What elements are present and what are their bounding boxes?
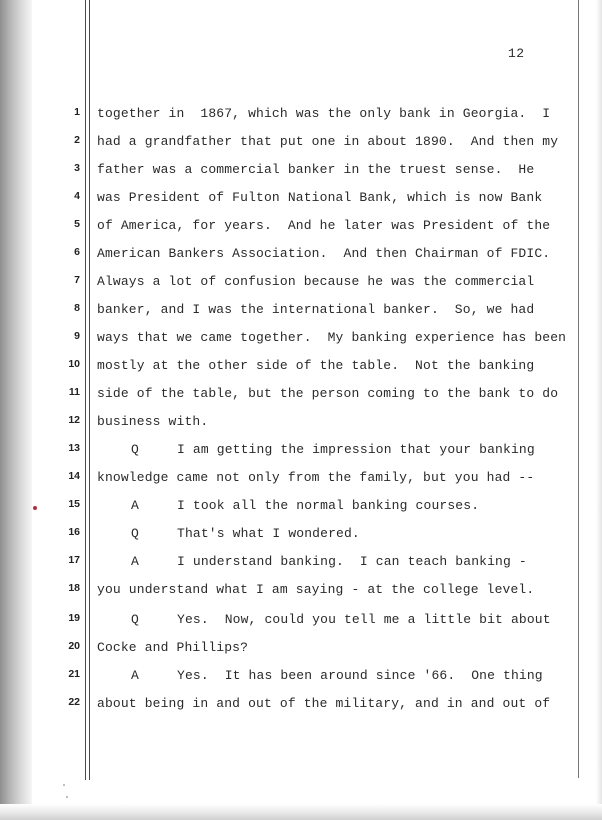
transcript-line	[131, 612, 551, 627]
line-number: 14	[68, 470, 80, 482]
line-number: 3	[74, 162, 80, 174]
line-text: about being in and out of the military, and in and out of	[97, 696, 551, 711]
speaker-label: A	[131, 554, 139, 569]
scan-speck	[63, 784, 65, 786]
scan-bottom-shadow	[0, 804, 602, 820]
left-margin-rule-inner	[89, 0, 90, 780]
speaker-label: Q	[131, 526, 139, 541]
line-number: 12	[68, 414, 80, 426]
line-text: banker, and I was the international banker. So, we had	[97, 302, 535, 317]
line-number: 9	[74, 330, 80, 342]
line-number: 13	[68, 442, 80, 454]
transcript-line	[131, 526, 360, 541]
transcript-line	[131, 554, 527, 569]
line-number: 6	[74, 246, 80, 258]
line-number: 17	[68, 554, 80, 566]
line-text: had a grandfather that put one in about 1890. And then my	[97, 134, 559, 149]
speaker-label: A	[131, 668, 139, 683]
transcript-line	[97, 162, 534, 177]
line-text: Yes. Now, could you tell me a little bit about	[177, 612, 551, 627]
transcript-line	[97, 582, 534, 597]
line-number: 10	[68, 358, 80, 370]
line-number: 15	[68, 498, 80, 510]
line-number: 2	[74, 134, 80, 146]
transcript-line	[97, 246, 550, 261]
scan-right-edge	[596, 0, 602, 820]
line-text: business with.	[97, 414, 209, 429]
transcript-line	[97, 330, 566, 345]
right-margin-rule	[578, 0, 579, 778]
transcript-line	[97, 274, 534, 289]
line-number: 8	[74, 302, 80, 314]
line-number: 7	[74, 274, 80, 286]
line-text: of America, for years. And he later was President of the	[97, 218, 551, 233]
line-text: together in 1867, which was the only bank in Georgia. I	[97, 106, 551, 121]
transcript-line	[97, 386, 558, 401]
line-number: 19	[68, 612, 80, 624]
transcript-line	[97, 218, 550, 233]
line-text: knowledge came not only from the family, but you had --	[97, 470, 535, 485]
line-number: 20	[68, 640, 80, 652]
line-number: 16	[68, 526, 80, 538]
transcript-line	[97, 414, 208, 429]
line-text: ways that we came together. My banking experience has been	[97, 330, 567, 345]
transcript-line	[131, 668, 543, 683]
line-text: was President of Fulton National Bank, which is now Bank	[97, 190, 543, 205]
line-number: 4	[74, 190, 80, 202]
scan-binding-shadow	[0, 0, 32, 820]
speaker-label: Q	[131, 612, 139, 627]
line-text: I understand banking. I can teach banking -	[177, 554, 527, 569]
line-text: Cocke and Phillips?	[97, 640, 249, 655]
transcript-line	[97, 640, 248, 655]
speaker-label: A	[131, 498, 139, 513]
transcript-line	[97, 134, 558, 149]
line-number: 21	[68, 668, 80, 680]
line-text: American Bankers Association. And then Chairman of FDIC.	[97, 246, 551, 261]
transcript-line	[131, 442, 535, 457]
transcript-line	[97, 302, 534, 317]
transcript-line	[97, 190, 542, 205]
transcript-line	[97, 106, 550, 121]
line-number: 11	[68, 386, 80, 398]
stray-ink-mark	[33, 506, 37, 510]
page-number: 12	[508, 46, 525, 61]
line-text: Always a lot of confusion because he was the commercial	[97, 274, 535, 289]
line-number: 1	[74, 106, 80, 118]
line-text: father was a commercial banker in the truest sense. He	[97, 162, 535, 177]
line-text: mostly at the other side of the table. Not the banking	[97, 358, 535, 373]
line-text: I took all the normal banking courses.	[177, 498, 480, 513]
transcript-line	[131, 498, 479, 513]
transcript-line	[97, 696, 550, 711]
line-text: I am getting the impression that your banking	[177, 442, 535, 457]
speaker-label: Q	[131, 442, 139, 457]
line-text: you understand what I am saying - at the college level.	[97, 582, 535, 597]
line-number: 22	[68, 696, 80, 708]
scan-speck	[66, 796, 68, 798]
left-margin-rule	[85, 0, 86, 780]
line-text: side of the table, but the person coming to the bank to do	[97, 386, 559, 401]
line-text: Yes. It has been around since '66. One thing	[177, 668, 543, 683]
line-text: That's what I wondered.	[177, 526, 360, 541]
transcript-line	[97, 470, 534, 485]
transcript-line	[97, 358, 534, 373]
line-number: 18	[68, 582, 80, 594]
line-number: 5	[74, 218, 80, 230]
